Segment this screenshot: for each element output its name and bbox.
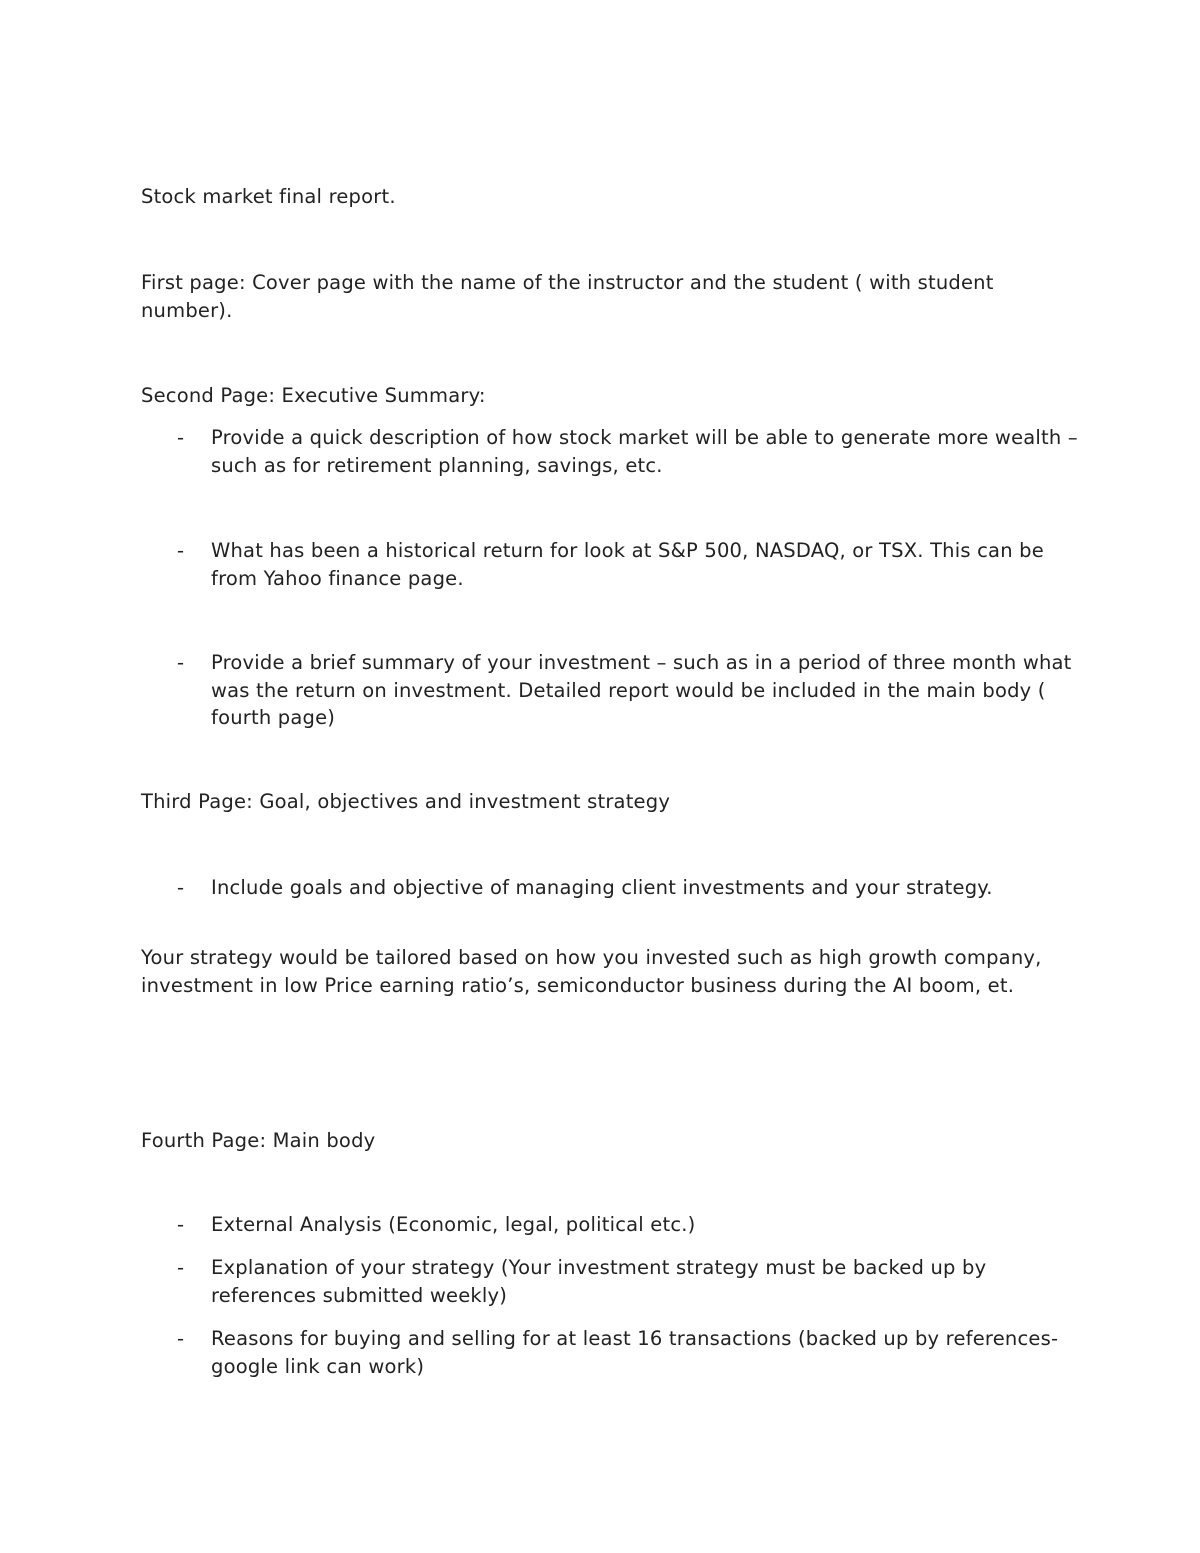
- list-item-text: External Analysis (Economic, legal, political etc.): [211, 1213, 696, 1236]
- document-title: Stock market final report.: [141, 185, 396, 208]
- list-item-text: Provide a brief summary of your investment – such as in a period of three month what was the return on investment. Detailed report would be included in the main body ( fourth page): [211, 651, 1072, 729]
- list-item-text: Provide a quick description of how stock market will be able to generate more wealth – such as for retirement planning, savings, etc.: [211, 426, 1078, 477]
- list-item-text: Include goals and objective of managing client investments and your strategy.: [211, 876, 993, 899]
- bullet-marker: -: [177, 651, 185, 674]
- bullet-marker: -: [177, 876, 185, 899]
- second-page-heading: Second Page: Executive Summary:: [141, 384, 486, 407]
- strategy-paragraph: Your strategy would be tailored based on how you invested such as high growth company, investment in low Price earning ratio’s, semiconductor business during the AI boom, et.: [141, 946, 1042, 997]
- bullet-marker: -: [177, 1327, 185, 1350]
- list-item-text: Explanation of your strategy (Your investment strategy must be backed up by references submitted weekly): [211, 1256, 987, 1307]
- bullet-marker: -: [177, 1213, 185, 1236]
- bullet-marker: -: [177, 1256, 185, 1279]
- bullet-marker: -: [177, 539, 185, 562]
- list-item-text: Reasons for buying and selling for at least 16 transactions (backed up by references- google link can work): [211, 1327, 1059, 1378]
- third-page-heading: Third Page: Goal, objectives and investment strategy: [141, 790, 671, 813]
- fourth-page-heading: Fourth Page: Main body: [141, 1129, 376, 1152]
- bullet-marker: -: [177, 426, 185, 449]
- first-page-description: First page: Cover page with the name of the instructor and the student ( with student number).: [141, 271, 994, 322]
- list-item-text: What has been a historical return for look at S&P 500, NASDAQ, or TSX. This can be from Yahoo finance page.: [211, 539, 1044, 590]
